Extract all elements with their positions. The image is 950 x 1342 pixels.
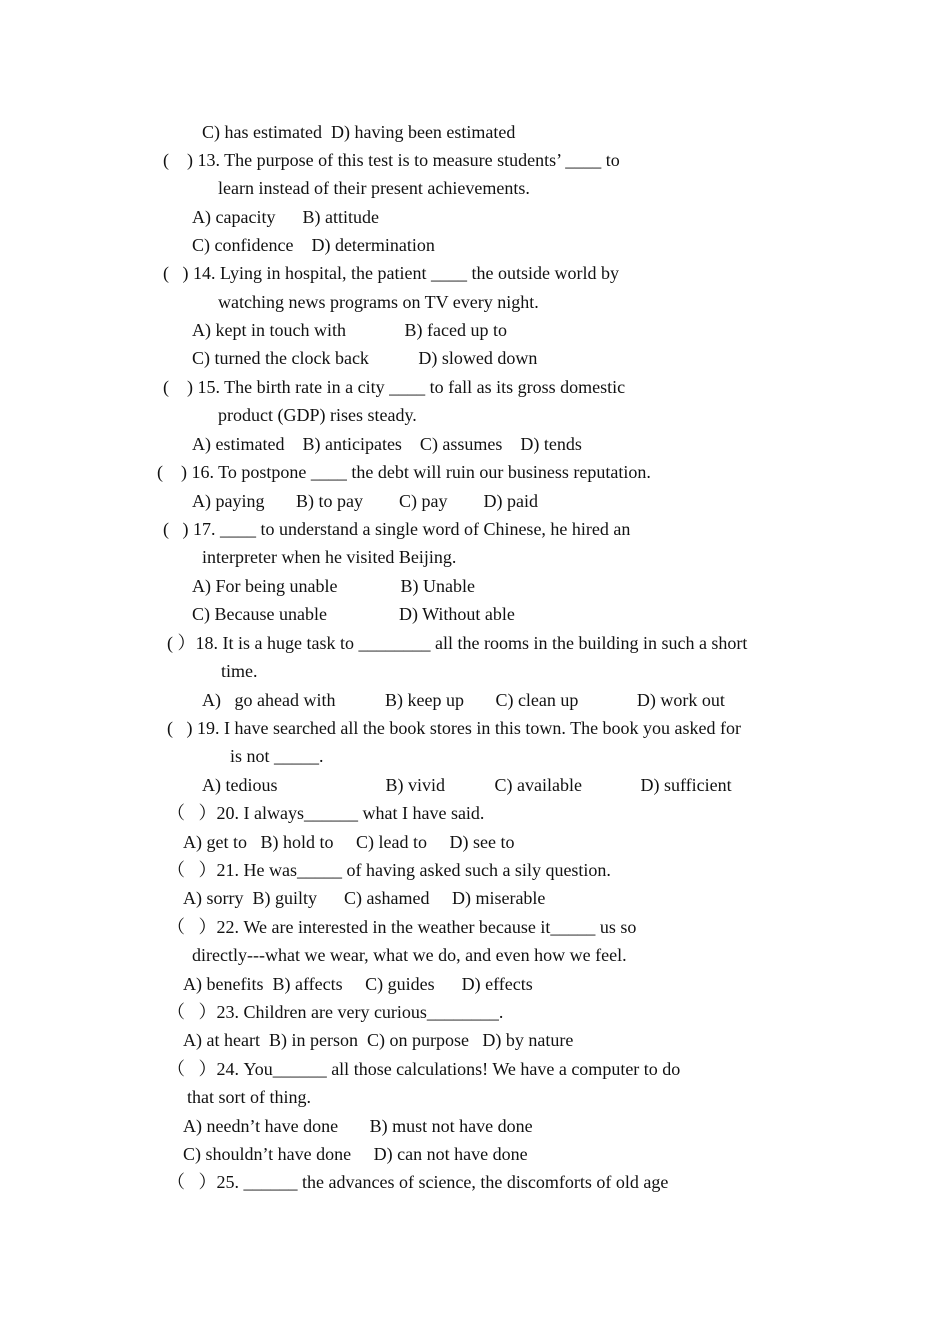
- q14-options-cd: C) turned the clock back D) slowed down: [192, 348, 538, 368]
- q14-options-ab: A) kept in touch with B) faced up to: [192, 320, 507, 340]
- q21-options: A) sorry B) guilty C) ashamed D) miserable: [183, 888, 546, 908]
- q21-stem: （ ）21. He was_____ of having asked such a sily question.: [167, 860, 611, 880]
- q15-stem: ( ) 15. The birth rate in a city ____ to fall as its gross domestic: [163, 377, 626, 397]
- q25-stem: （ ）25. ______ the advances of science, the discomforts of old age: [167, 1172, 669, 1192]
- q22-stem-cont: directly---what we wear, what we do, and even how we feel.: [192, 945, 627, 965]
- q19-stem-cont: is not _____.: [230, 746, 324, 766]
- q19-options: A) tedious B) vivid C) available D) sufficient: [202, 775, 732, 795]
- q13-stem-cont: learn instead of their present achievements.: [218, 178, 530, 198]
- q23-stem: （ ）23. Children are very curious________.: [167, 1002, 504, 1022]
- q17-stem-cont: interpreter when he visited Beijing.: [202, 547, 457, 567]
- q16-stem: ( ) 16. To postpone ____ the debt will ruin our business reputation.: [157, 462, 651, 482]
- q13-options-ab: A) capacity B) attitude: [192, 207, 379, 227]
- q14-stem-cont: watching news programs on TV every night.: [218, 292, 539, 312]
- q18-stem-cont: time.: [221, 661, 258, 681]
- q18-stem: ( ）18. It is a huge task to ________ all the rooms in the building in such a short: [167, 633, 748, 653]
- q20-options: A) get to B) hold to C) lead to D) see to: [183, 832, 515, 852]
- q20-stem: （ ）20. I always______ what I have said.: [167, 803, 485, 823]
- q13-options-cd: C) confidence D) determination: [192, 235, 435, 255]
- q24-stem: （ ）24. You______ all those calculations! We have a computer to do: [167, 1059, 681, 1079]
- q17-options-ab: A) For being unable B) Unable: [192, 576, 475, 596]
- q12-options-cd: C) has estimated D) having been estimated: [202, 122, 516, 142]
- q18-options: A) go ahead with B) keep up C) clean up D) work out: [202, 690, 725, 710]
- q22-options: A) benefits B) affects C) guides D) effects: [183, 974, 533, 994]
- q23-options: A) at heart B) in person C) on purpose D) by nature: [183, 1030, 574, 1050]
- q22-stem: （ ）22. We are interested in the weather because it_____ us so: [167, 917, 637, 937]
- q16-options: A) paying B) to pay C) pay D) paid: [192, 491, 538, 511]
- q14-stem: ( ) 14. Lying in hospital, the patient ____ the outside world by: [163, 263, 619, 283]
- q19-stem: ( ) 19. I have searched all the book stores in this town. The book you asked for: [167, 718, 742, 738]
- q17-stem: ( ) 17. ____ to understand a single word of Chinese, he hired an: [163, 519, 631, 539]
- q13-stem: ( ) 13. The purpose of this test is to measure students’ ____ to: [163, 150, 620, 170]
- q24-options-cd: C) shouldn’t have done D) can not have done: [183, 1144, 528, 1164]
- q24-options-ab: A) needn’t have done B) must not have done: [183, 1116, 533, 1136]
- q24-stem-cont: that sort of thing.: [187, 1087, 311, 1107]
- q17-options-cd: C) Because unable D) Without able: [192, 604, 515, 624]
- q15-stem-cont: product (GDP) rises steady.: [218, 405, 417, 425]
- q15-options: A) estimated B) anticipates C) assumes D) tends: [192, 434, 582, 454]
